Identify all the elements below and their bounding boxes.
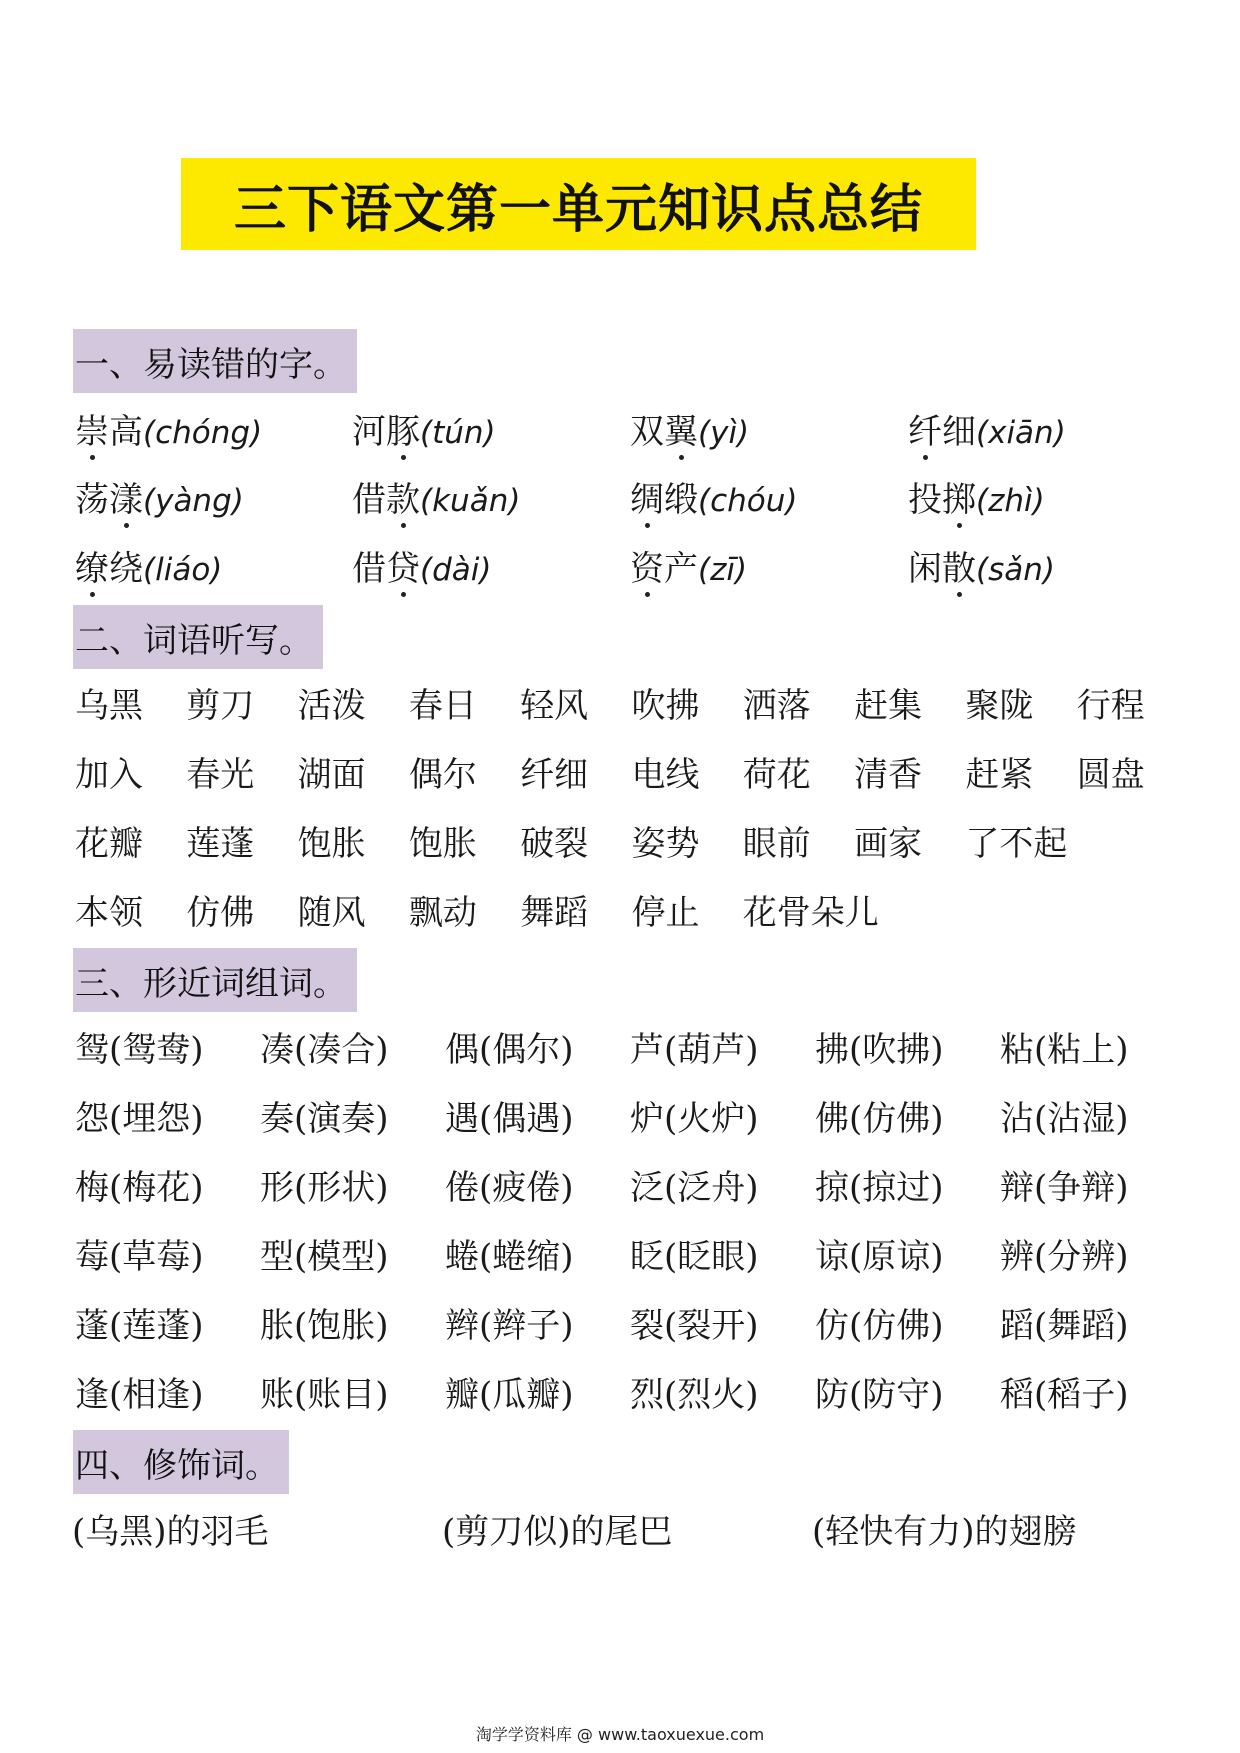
character-group-item: 逢(相逢) bbox=[75, 1375, 204, 1415]
word-part: 高 bbox=[109, 412, 143, 452]
pinyin-item bbox=[908, 470, 1045, 531]
highlighted-character: 绸 bbox=[630, 470, 664, 530]
highlighted-character: 崇 bbox=[75, 402, 109, 462]
pinyin: (chóng) bbox=[143, 415, 263, 451]
highlighted-character: 款 bbox=[386, 470, 420, 530]
character-group-item: 炉(火炉) bbox=[630, 1099, 759, 1139]
character-group-item: 沾(沾湿) bbox=[1000, 1099, 1129, 1139]
pinyin: (zī) bbox=[698, 552, 748, 588]
word-item: 圆盘 bbox=[1076, 755, 1145, 795]
character-group-item: 鸳(鸳鸯) bbox=[75, 1030, 204, 1070]
character-group-item: 凑(凑合) bbox=[260, 1030, 389, 1070]
character-group-item: 泛(泛舟) bbox=[630, 1168, 759, 1208]
word-part: 投 bbox=[908, 480, 942, 520]
pinyin-item bbox=[630, 402, 749, 463]
pinyin-row bbox=[0, 470, 1240, 530]
pinyin-item bbox=[908, 539, 1055, 600]
word-part: 细 bbox=[942, 412, 976, 452]
pinyin-item bbox=[75, 470, 244, 531]
section-heading-2: 二、词语听写。 bbox=[73, 605, 323, 669]
character-group-row bbox=[0, 1158, 1240, 1218]
pinyin: (dài) bbox=[420, 552, 492, 588]
pinyin-item bbox=[908, 402, 1066, 463]
word-part: 缎 bbox=[664, 480, 698, 520]
character-group-item: 芦(葫芦) bbox=[630, 1030, 759, 1070]
word-part: 产 bbox=[664, 549, 698, 589]
word-item: 纤细 bbox=[520, 755, 589, 795]
pinyin-item bbox=[352, 539, 491, 600]
footer-watermark: 淘学学资料库 @ www.taoxuexue.com bbox=[475, 1725, 765, 1744]
character-group-item: 谅(原谅) bbox=[815, 1237, 944, 1277]
character-group-row bbox=[0, 1296, 1240, 1356]
highlighted-character: 漾 bbox=[109, 470, 143, 530]
highlighted-character: 纤 bbox=[908, 402, 942, 462]
word-item: 饱胀 bbox=[408, 824, 477, 864]
section-heading-1: 一、易读错的字。 bbox=[73, 329, 357, 393]
word-item: 饱胀 bbox=[297, 824, 366, 864]
character-group-item: 倦(疲倦) bbox=[445, 1168, 574, 1208]
word-item: 荷花 bbox=[742, 755, 811, 795]
word-part: 双 bbox=[630, 412, 664, 452]
word-item: 乌黑 bbox=[75, 686, 143, 726]
word-item: 姿势 bbox=[631, 824, 700, 864]
word-item: 花瓣 bbox=[75, 824, 143, 864]
pinyin: (tún) bbox=[420, 415, 496, 451]
word-item: 仿佛 bbox=[186, 893, 255, 933]
pinyin-row bbox=[0, 539, 1240, 599]
highlighted-character: 贷 bbox=[386, 539, 420, 599]
character-group-item: 粘(粘上) bbox=[1000, 1030, 1129, 1070]
character-group-item: 梅(梅花) bbox=[75, 1168, 204, 1208]
word-item: 吹拂 bbox=[631, 686, 700, 726]
word-row bbox=[0, 814, 1240, 874]
character-group-item: 账(账目) bbox=[260, 1375, 389, 1415]
word-row bbox=[0, 883, 1240, 943]
section-heading-3: 三、形近词组词。 bbox=[73, 948, 357, 1012]
character-group-item: 蓬(莲蓬) bbox=[75, 1306, 204, 1346]
pinyin: (chóu) bbox=[698, 483, 798, 519]
character-group-item: 烈(烈火) bbox=[630, 1375, 759, 1415]
pinyin-item bbox=[630, 470, 798, 531]
pinyin: (zhì) bbox=[976, 483, 1045, 519]
word-item: 随风 bbox=[297, 893, 366, 933]
word-item: 湖面 bbox=[297, 755, 366, 795]
highlighted-character: 掷 bbox=[942, 470, 976, 530]
word-item: 聚陇 bbox=[965, 686, 1034, 726]
word-item: 轻风 bbox=[520, 686, 589, 726]
pinyin-row bbox=[0, 402, 1240, 462]
highlighted-character: 豚 bbox=[386, 402, 420, 462]
character-group-item: 胀(饱胀) bbox=[260, 1306, 389, 1346]
pinyin-item bbox=[75, 402, 262, 463]
word-item: 花骨朵儿 bbox=[742, 893, 879, 933]
word-row bbox=[0, 676, 1240, 736]
character-group-item: 怨(埋怨) bbox=[75, 1099, 204, 1139]
word-item: 偶尔 bbox=[408, 755, 477, 795]
pinyin: (liáo) bbox=[143, 552, 223, 588]
word-item: 赶集 bbox=[854, 686, 923, 726]
pinyin-item bbox=[75, 539, 222, 600]
character-group-item: 蹈(舞蹈) bbox=[1000, 1306, 1129, 1346]
pinyin: (kuǎn) bbox=[420, 483, 521, 519]
word-part: 绕 bbox=[109, 549, 143, 589]
word-item: 行程 bbox=[1076, 686, 1145, 726]
character-group-row bbox=[0, 1365, 1240, 1425]
word-part: 借 bbox=[352, 549, 386, 589]
modifier-item: (剪刀似)的尾巴 bbox=[442, 1512, 673, 1552]
word-item: 电线 bbox=[631, 755, 700, 795]
character-group-item: 拂(吹拂) bbox=[815, 1030, 944, 1070]
word-item: 洒落 bbox=[742, 686, 811, 726]
word-item: 飘动 bbox=[408, 893, 477, 933]
character-group-item: 辩(争辩) bbox=[1000, 1168, 1129, 1208]
pinyin: (xiān) bbox=[976, 415, 1066, 451]
word-item: 春日 bbox=[408, 686, 477, 726]
highlighted-character: 资 bbox=[630, 539, 664, 599]
word-item: 眼前 bbox=[742, 824, 811, 864]
word-item: 赶紧 bbox=[965, 755, 1034, 795]
character-group-item: 佛(仿佛) bbox=[815, 1099, 944, 1139]
word-part: 河 bbox=[352, 412, 386, 452]
character-group-item: 眨(眨眼) bbox=[630, 1237, 759, 1277]
pinyin: (sǎn) bbox=[976, 552, 1055, 588]
character-group-item: 辨(分辨) bbox=[1000, 1237, 1129, 1277]
word-item: 画家 bbox=[854, 824, 923, 864]
page-title: 三下语文第一单元知识点总结 bbox=[181, 158, 976, 250]
character-group-row bbox=[0, 1227, 1240, 1287]
word-item: 本领 bbox=[75, 893, 143, 933]
word-item: 加入 bbox=[75, 755, 143, 795]
section-heading-4: 四、修饰词。 bbox=[73, 1430, 289, 1494]
word-row bbox=[0, 745, 1240, 805]
word-item: 莲蓬 bbox=[186, 824, 255, 864]
character-group-item: 形(形状) bbox=[260, 1168, 389, 1208]
word-item: 剪刀 bbox=[186, 686, 255, 726]
character-group-item: 蜷(蜷缩) bbox=[445, 1237, 574, 1277]
character-group-row bbox=[0, 1089, 1240, 1149]
word-part: 荡 bbox=[75, 480, 109, 520]
pinyin-item bbox=[630, 539, 747, 600]
character-group-item: 裂(裂开) bbox=[630, 1306, 759, 1346]
highlighted-character: 缭 bbox=[75, 539, 109, 599]
word-item: 舞蹈 bbox=[520, 893, 589, 933]
highlighted-character: 散 bbox=[942, 539, 976, 599]
modifier-item: (乌黑)的羽毛 bbox=[72, 1512, 269, 1552]
character-group-row bbox=[0, 1020, 1240, 1080]
word-item: 停止 bbox=[631, 893, 700, 933]
character-group-item: 稻(稻子) bbox=[1000, 1375, 1129, 1415]
word-item: 春光 bbox=[186, 755, 255, 795]
word-item: 了不起 bbox=[965, 824, 1068, 864]
pinyin-item bbox=[352, 402, 496, 463]
character-group-item: 瓣(瓜瓣) bbox=[445, 1375, 574, 1415]
character-group-item: 奏(演奏) bbox=[260, 1099, 389, 1139]
character-group-item: 偶(偶尔) bbox=[445, 1030, 574, 1070]
word-item: 破裂 bbox=[520, 824, 589, 864]
pinyin: (yì) bbox=[698, 415, 750, 451]
word-part: 闲 bbox=[908, 549, 942, 589]
character-group-item: 型(模型) bbox=[260, 1237, 389, 1277]
highlighted-character: 翼 bbox=[664, 402, 698, 462]
character-group-item: 遇(偶遇) bbox=[445, 1099, 574, 1139]
word-item: 清香 bbox=[854, 755, 923, 795]
word-item: 活泼 bbox=[297, 686, 366, 726]
modifier-row bbox=[0, 1502, 1240, 1562]
pinyin-item bbox=[352, 470, 520, 531]
word-part: 借 bbox=[352, 480, 386, 520]
character-group-item: 莓(草莓) bbox=[75, 1237, 204, 1277]
modifier-item: (轻快有力)的翅膀 bbox=[812, 1512, 1077, 1552]
character-group-item: 仿(仿佛) bbox=[815, 1306, 944, 1346]
character-group-item: 掠(掠过) bbox=[815, 1168, 944, 1208]
character-group-item: 辫(辫子) bbox=[445, 1306, 574, 1346]
pinyin: (yàng) bbox=[143, 483, 244, 519]
character-group-item: 防(防守) bbox=[815, 1375, 944, 1415]
